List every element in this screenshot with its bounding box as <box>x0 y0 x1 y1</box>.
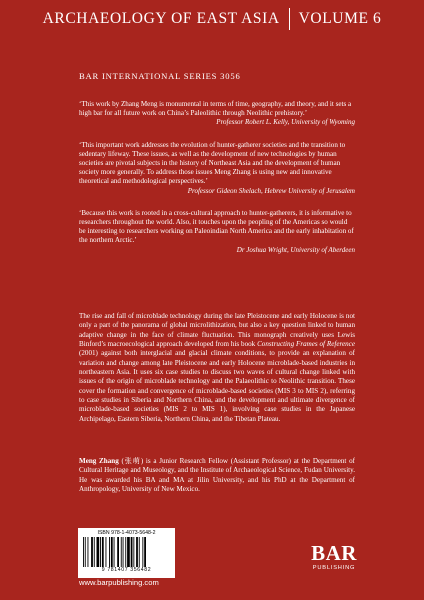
endorsement-author: Professor Gideon Shelach, Hebrew University of Jerusalem <box>187 186 355 195</box>
endorsement <box>79 209 355 255</box>
cover-header <box>0 0 424 38</box>
description-part-1: The rise and fall of microblade technology during the late Pleistocene and early Holocene is not only a part of the panorama of global microlithization, but also a key question linked to human adaptive change in the face of climate fluctuation. This monograph creatively uses Lewis Binford’s macroecological approach developed from his book <box>79 312 355 349</box>
endorsement <box>79 100 355 128</box>
bar-publishing-logo <box>310 542 358 584</box>
barcode-block <box>78 528 175 578</box>
logo-subtitle: PUBLISHING <box>312 565 356 571</box>
barcode-number: 9 781407 356482 <box>101 567 152 573</box>
logo-wordmark: BAR <box>311 541 357 565</box>
endorsement-text: ‘This work by Zhang Meng is monumental in terms of time, geography, and theory, and it sets a high bar for all future work on China’s Paleolithic through Neolithic prehistory.’ <box>79 100 352 118</box>
endorsement-author: Dr Joshua Wright, University of Aberdeen <box>236 245 355 254</box>
volume-label: VOLUME 6 <box>298 10 382 27</box>
author-bio <box>79 457 355 494</box>
cited-book-title: Constructing Frames of Reference <box>257 340 355 349</box>
author-name-chinese: (张萌) <box>118 457 144 465</box>
book-description <box>79 312 355 424</box>
endorsement <box>79 141 355 196</box>
barcode-image <box>82 537 170 567</box>
endorsements <box>79 100 355 268</box>
description-part-2: (2001) against both interglacial and glacial climate conditions, to provide an explanation of variation and change among late Pleistocene and early Holocene microblade-based industries in northeastern Asia. It uses six case studies to discuss two waves of cultural change linked with issues of the origin of microblade technology and the Palaeolithic to Neolithic transition. These cover the formation and convergence of microblade-based societies (MIS 3 to MIS 2), referring to case studies in Siberia and Northern China, and the development and ultimate divergence of microblade-based societies (MIS 2 to MIS 1), involving case studies in the Japanese Archipelago, Eastern Siberia, Northern China, and the Tibetan Plateau. <box>79 349 355 423</box>
series-title: ARCHAEOLOGY OF EAST ASIA <box>42 10 280 27</box>
series-number: BAR INTERNATIONAL SERIES 3056 <box>79 71 241 81</box>
isbn-label: ISBN 978-1-4073-5648-2 <box>97 530 156 536</box>
endorsement-text: ‘This important work addresses the evolution of hunter-gatherer societies and the transition to sedentary lifeway. These issues, as well as the development of new technologies by human societies are pivotal subjects in the history of Northeast Asia and the development of human society more generally. To address those issues Meng Zhang is using new and innovative theoretical and methodological perspectives.’ <box>79 140 346 186</box>
author-bio-text: is a Junior Research Fellow (Assistant Professor) at the Department of Cultural Heritage and Museology, and the Institute of Archaeological Science, Fudan University. He was awarded his BA and MA at Jilin University, and his PhD at the Department of Anthropology, University of New Mexico. <box>79 457 355 494</box>
endorsement-text: ‘Because this work is rooted in a cross-cultural approach to hunter-gatherers, it is informative to researchers throughout the world. Also, it touches upon the peopling of the Americas so would be interesting to researchers working on Paleoindian North America and the early inhabitation of the northern Arctic.’ <box>79 208 354 245</box>
publisher-website[interactable]: www.barpublishing.com <box>79 578 159 587</box>
endorsement-author: Professor Robert L. Kelly, University of Wyoming <box>216 118 355 127</box>
header-divider <box>289 8 290 30</box>
author-name: Meng Zhang <box>79 457 119 465</box>
